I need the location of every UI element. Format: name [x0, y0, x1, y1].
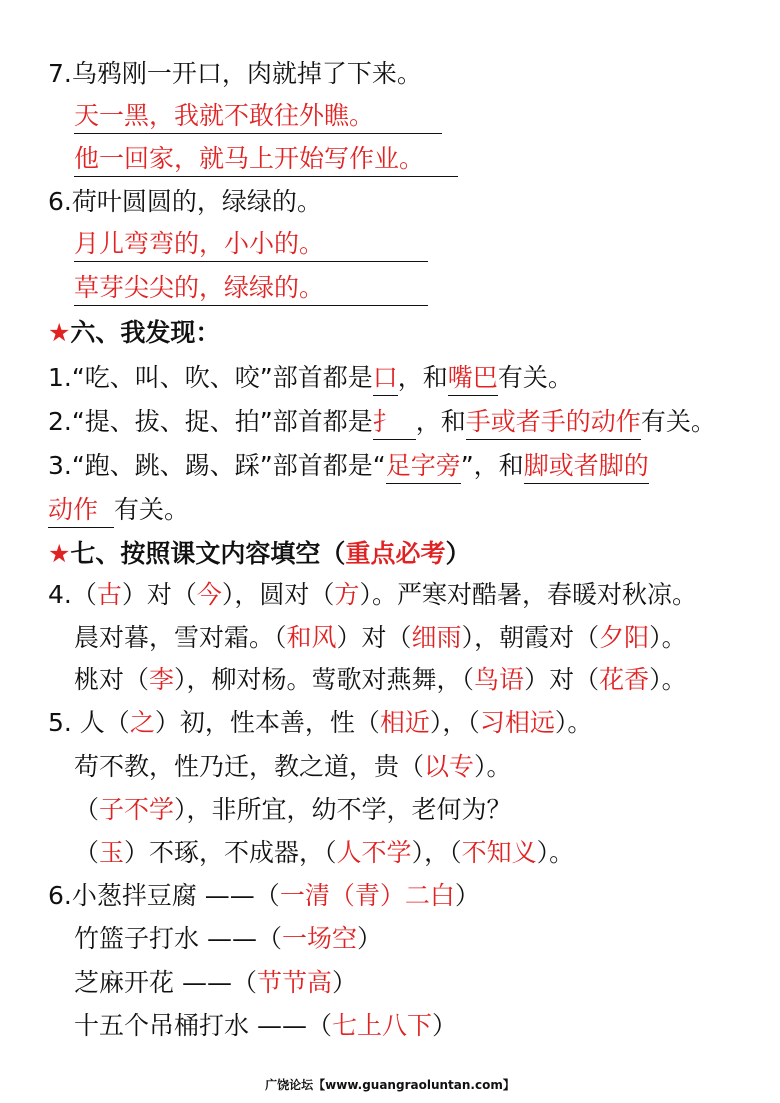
- sentence-6-answer-1: 月儿弯弯的，小小的。: [74, 227, 428, 262]
- q5-text: ）。: [554, 708, 593, 737]
- sentence-7-prompt: 7.乌鸦刚一开口，肉就掉了下来。: [48, 59, 422, 88]
- q6-text: ）: [454, 881, 480, 910]
- q5-text: （: [74, 838, 100, 867]
- sentence-6-prompt: 6.荷叶圆圆的，绿绿的。: [48, 187, 322, 216]
- q4-answer: 今: [196, 580, 222, 609]
- q5-answer: 相近: [379, 708, 430, 737]
- q4-line-2: [74, 621, 687, 655]
- q4-text: ），朝霞对（: [461, 623, 600, 652]
- discover-line-3: [48, 449, 649, 484]
- q5-answer: 之: [129, 708, 155, 737]
- discover-1-text-2: ，和: [397, 363, 448, 392]
- section-7-emphasis: 重点必考: [345, 539, 446, 568]
- q5-answer: 不知义: [461, 838, 537, 867]
- q5-answer: 子不学: [99, 795, 175, 824]
- q5-text: ），非所宜，幼不学，老何为？: [174, 795, 512, 824]
- footer-watermark: 广饶论坛【www.guangraoluntan.com】: [265, 1078, 515, 1092]
- sentence-6-answer-2: 草芽尖尖的，绿绿的。: [74, 271, 428, 306]
- q6-answer: 一场空: [281, 924, 357, 953]
- q6-line-2: [74, 922, 382, 956]
- q4-answer: 李: [149, 665, 175, 694]
- sentence-7-answer-1: 天一黑，我就不敢往外瞧。: [74, 99, 442, 134]
- q5-text: ）不琢，不成器，（: [124, 838, 337, 867]
- discover-2-text-2: ，和: [415, 407, 466, 436]
- discover-3-answer-meaning-cont: 动作: [48, 493, 114, 528]
- q6-line-4: [74, 1009, 457, 1043]
- q4-text: ）对（: [524, 665, 600, 694]
- discover-1-text-3: 有关。: [497, 363, 573, 392]
- q4-answer: 花香: [599, 665, 650, 694]
- discover-line-1: [48, 361, 573, 396]
- q6-line-1: [48, 879, 480, 913]
- q4-text: ）对（: [121, 580, 197, 609]
- q5-text: （: [74, 795, 100, 824]
- q4-text: ），圆对（: [221, 580, 335, 609]
- q6-text: 竹篮子打水 ——（: [74, 924, 282, 953]
- discover-line-3-cont: [48, 493, 189, 528]
- q5-answer: 习相远: [479, 708, 555, 737]
- q4-text: 桃对（: [74, 665, 150, 694]
- discover-3-text: 3.“跑、跳、踢、踩”部首都是“: [48, 451, 386, 480]
- q4-text: ）。: [649, 623, 687, 652]
- q5-line-1: [48, 706, 592, 740]
- q6-text: ）: [356, 924, 382, 953]
- q6-text: 6.小葱拌豆腐 ——（: [48, 881, 280, 910]
- discover-2-answer-meaning: 手或者手的动作: [466, 405, 641, 440]
- star-icon: ★: [48, 539, 71, 568]
- q4-text: ）对（: [336, 623, 412, 652]
- q6-answer: 节节高: [256, 968, 332, 997]
- sentence-7-answer-2: 他一回家，就马上开始写作业。: [74, 142, 458, 177]
- q5-text: 苟不教，性乃迁，教之道，贵（: [74, 752, 425, 781]
- q6-text: ）: [431, 1011, 457, 1040]
- discover-line-2: [48, 405, 716, 440]
- q5-answer: 以专: [424, 752, 475, 781]
- q6-answer: 七上八下: [331, 1011, 432, 1040]
- discover-2-text: 2.“提、拔、捉、拍”部首都是: [48, 407, 373, 436]
- q5-text: ），（: [429, 708, 480, 737]
- q5-line-3: [74, 793, 512, 827]
- q5-text: 5. 人（: [48, 708, 130, 737]
- section-7-title-end: ）: [445, 539, 471, 568]
- q4-answer: 鸟语: [474, 665, 525, 694]
- section-7-title: 七、按照课文内容填空（: [70, 539, 346, 568]
- q4-text: 4.（: [48, 580, 97, 609]
- discover-1-answer-radical: 口: [373, 361, 398, 396]
- q5-text: ），（: [411, 838, 462, 867]
- q4-text: 晨对暮，雪对霜。（: [74, 623, 287, 652]
- q4-answer: 方: [334, 580, 360, 609]
- discover-3-answer-meaning: 脚或者脚的: [524, 449, 649, 484]
- q4-line-3: [74, 663, 687, 697]
- q6-line-3: [74, 966, 357, 1000]
- discover-3-text-3: 有关。: [114, 495, 190, 524]
- q4-answer: 和风: [286, 623, 337, 652]
- discover-2-text-3: 有关。: [640, 407, 716, 436]
- q4-text: ）。: [649, 665, 687, 694]
- q5-line-2: [74, 750, 512, 784]
- discover-1-answer-meaning: 嘴巴: [448, 361, 498, 396]
- q6-text: ）: [331, 968, 357, 997]
- q5-line-4: [74, 836, 574, 870]
- q5-answer: 人不学: [336, 838, 412, 867]
- discover-3-answer-radical: 足字旁: [386, 449, 461, 484]
- q4-line-1: [48, 578, 697, 612]
- q5-text: ）。: [536, 838, 575, 867]
- q6-text: 十五个吊桶打水 ——（: [74, 1011, 332, 1040]
- q4-answer: 古: [96, 580, 122, 609]
- q4-text: ），柳对杨。莺歌对燕舞，（: [174, 665, 475, 694]
- q4-text: ）。严寒对酷暑，春暖对秋凉。: [359, 580, 697, 609]
- section-6-title: 六、我发现：: [70, 318, 221, 347]
- section-7-heading: [48, 537, 470, 571]
- discover-2-answer-radical: 扌: [373, 405, 416, 440]
- q5-answer: 玉: [99, 838, 125, 867]
- q4-answer: 细雨: [411, 623, 462, 652]
- star-icon: ★: [48, 318, 71, 347]
- q6-text: 芝麻开花 ——（: [74, 968, 257, 997]
- q5-text: ）。: [474, 752, 512, 781]
- discover-3-text-2: ”，和: [460, 451, 524, 480]
- discover-1-text: 1.“吃、叫、吹、咬”部首都是: [48, 363, 373, 392]
- section-6-heading: [48, 316, 220, 350]
- q4-answer: 夕阳: [599, 623, 650, 652]
- q5-text: ）初，性本善，性（: [154, 708, 380, 737]
- q6-answer: 一清（青）二白: [279, 881, 455, 910]
